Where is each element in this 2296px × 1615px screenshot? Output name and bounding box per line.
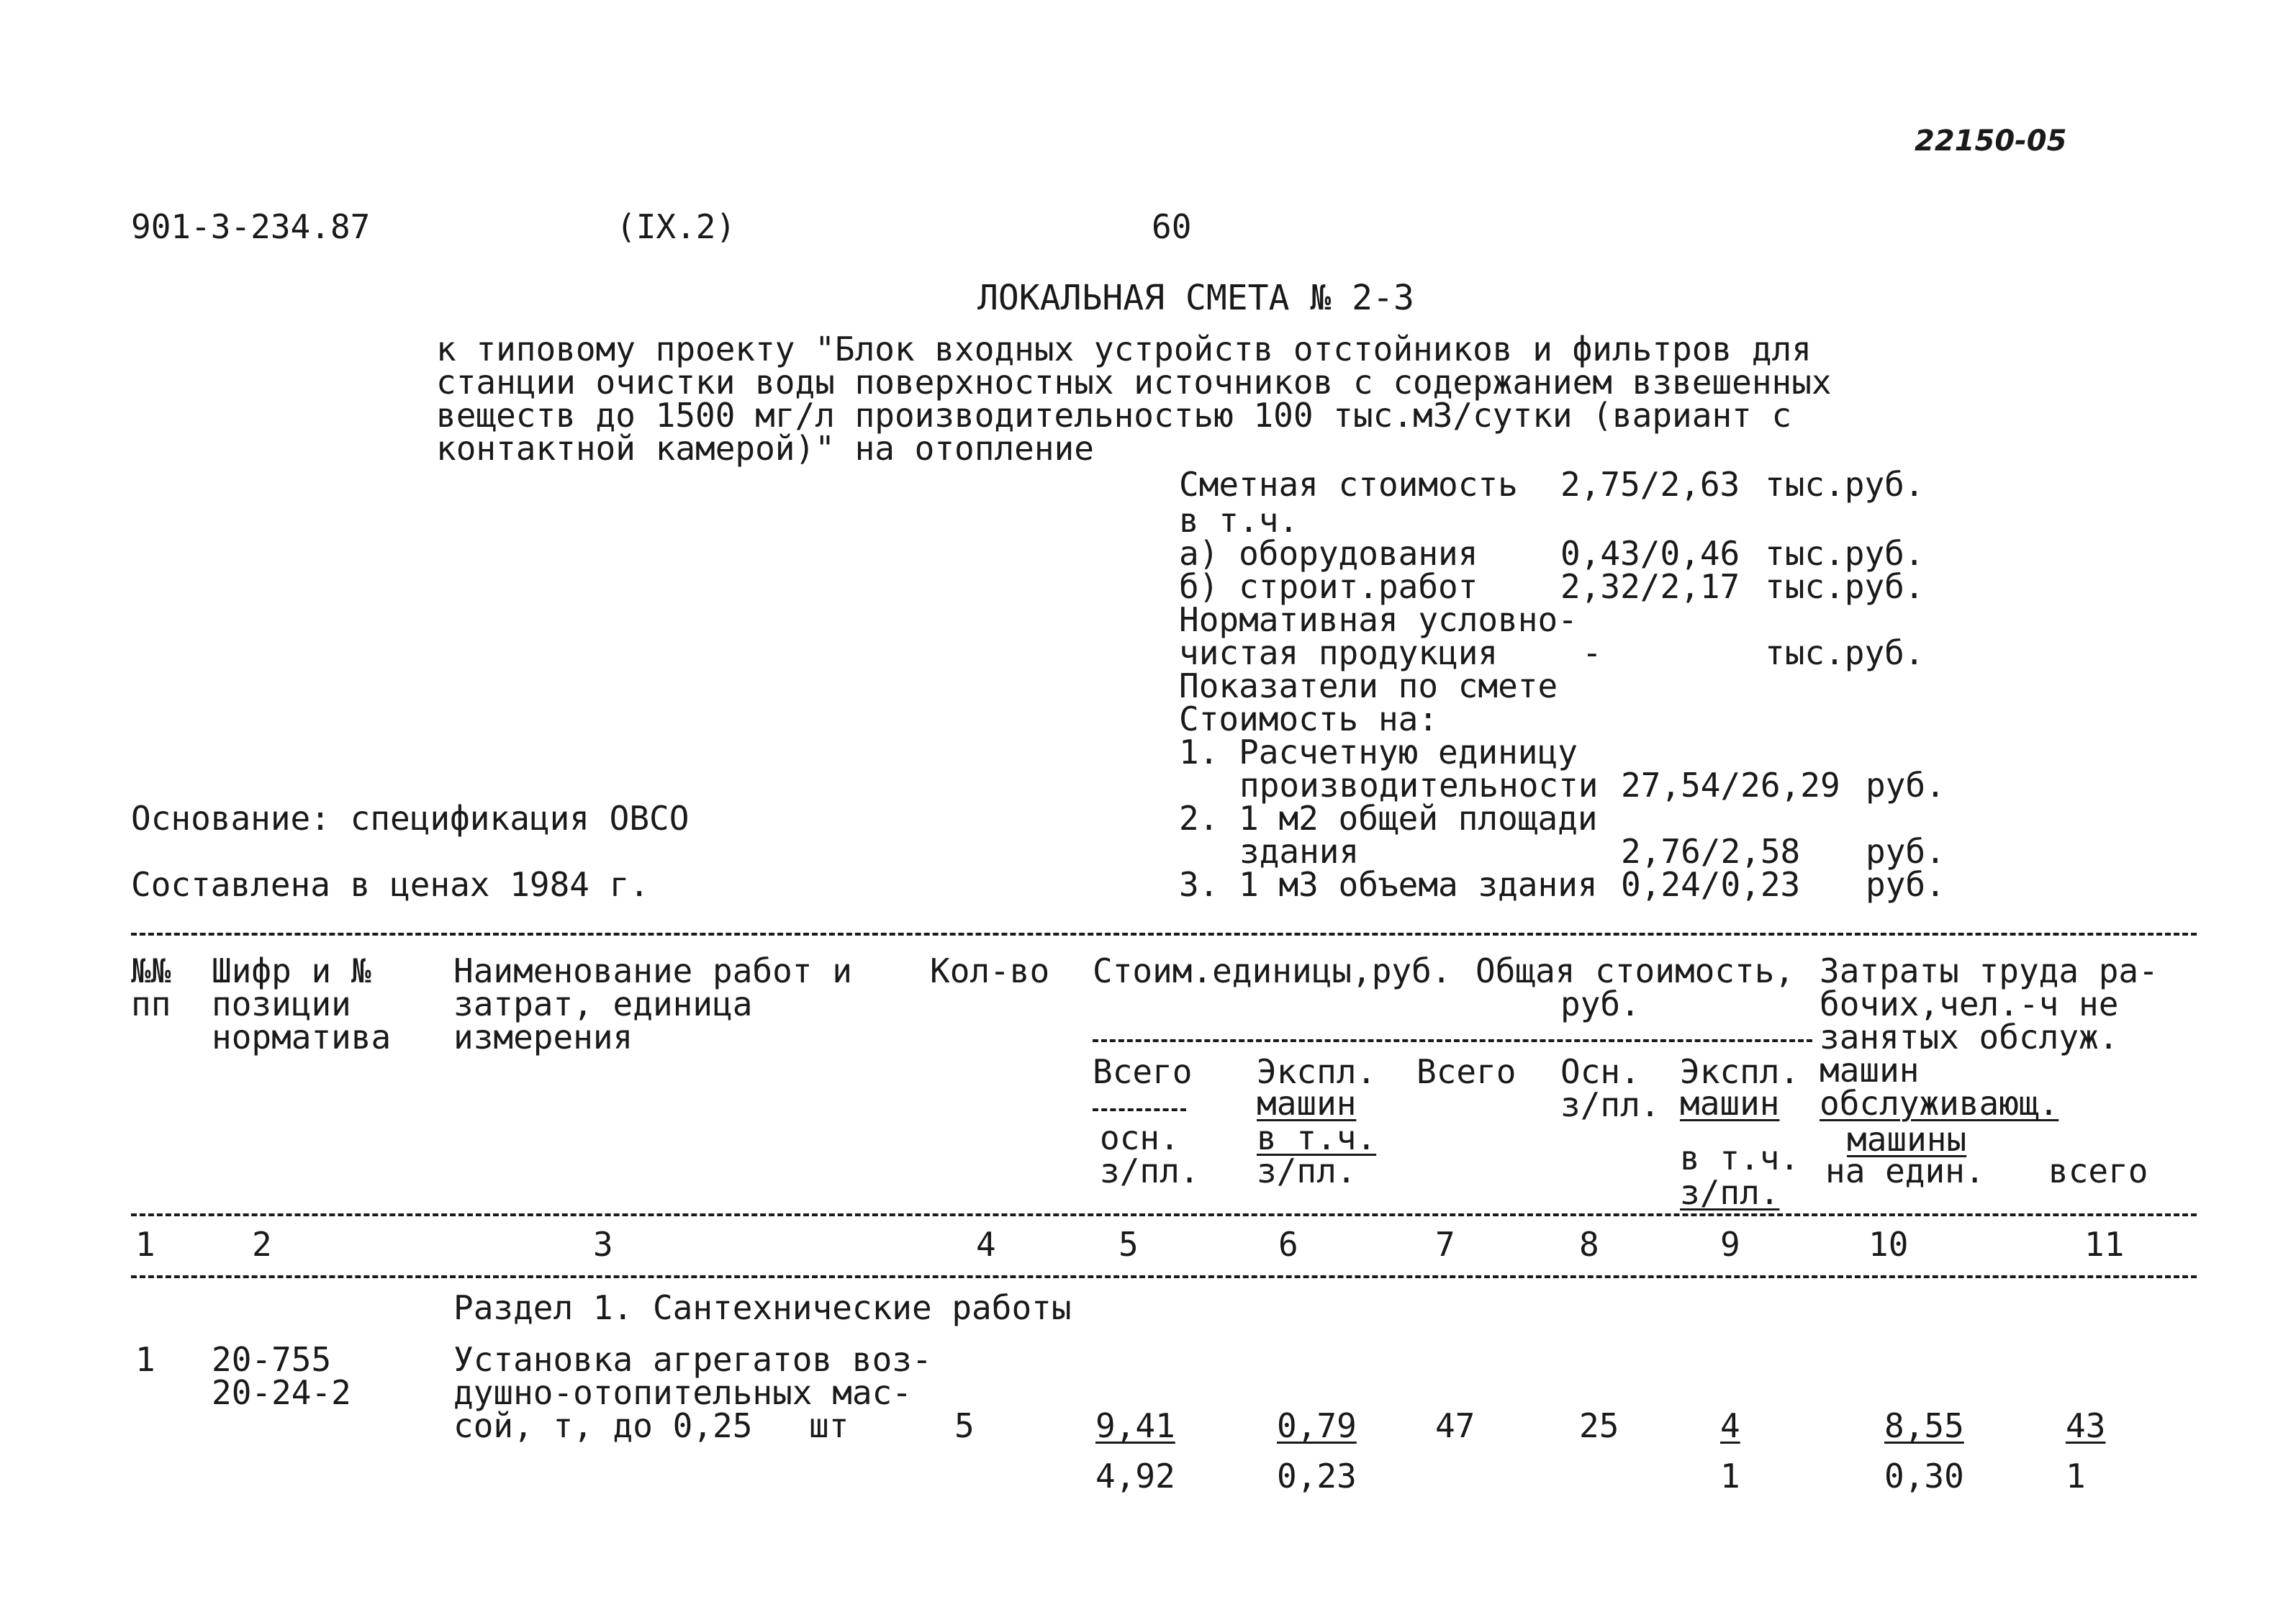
- equipment-label: а) оборудования: [1179, 534, 1478, 573]
- header-col8: Осн.: [1560, 1052, 1640, 1091]
- column-number: 10: [1868, 1225, 1909, 1264]
- header-name: измерения: [453, 1018, 633, 1057]
- header-quantity: Кол-во: [930, 951, 1050, 990]
- column-number: 1: [135, 1225, 155, 1264]
- estimated-cost-value: 2,75/2,63: [1560, 465, 1740, 504]
- header-col6: в т.ч.: [1257, 1118, 1377, 1157]
- construction-value: 2,32/2,17: [1560, 567, 1740, 606]
- page-number: 60: [1152, 207, 1192, 246]
- row-col10-top: 8,55: [1884, 1406, 1964, 1445]
- header-total-cost: Общая стоимость,: [1475, 951, 1795, 990]
- column-number: 7: [1435, 1225, 1455, 1264]
- normative-unit: тыс.руб.: [1765, 633, 1925, 672]
- indicator-3-label: 3. 1 м3 объема здания: [1179, 865, 1598, 904]
- header-col9: з/пл.: [1680, 1173, 1780, 1212]
- column-number: 2: [252, 1225, 272, 1264]
- column-number: 6: [1278, 1225, 1298, 1264]
- indicator-2-value: 2,76/2,58: [1621, 832, 1801, 871]
- header-col8: з/пл.: [1560, 1085, 1660, 1124]
- header-col6: Экспл.: [1257, 1052, 1377, 1091]
- table-top-rule: [131, 933, 2197, 936]
- header-col9: машин: [1680, 1084, 1780, 1123]
- header-code: позиции: [212, 985, 351, 1023]
- header-col9: в т.ч.: [1680, 1139, 1800, 1177]
- header-col7: Всего: [1416, 1052, 1517, 1091]
- row-col9-bottom: 1: [1720, 1457, 1740, 1496]
- row-col11-top: 43: [2066, 1406, 2106, 1445]
- row-name: душно-отопительных мас-: [453, 1373, 912, 1412]
- row-code: 20-755: [212, 1340, 332, 1379]
- equipment-value: 0,43/0,46: [1560, 534, 1740, 573]
- column-number: 8: [1579, 1225, 1599, 1264]
- row-col9-top: 4: [1720, 1406, 1740, 1445]
- header-labor: машин: [1820, 1051, 1920, 1090]
- indicator-3-value: 0,24/0,23: [1621, 865, 1801, 904]
- header-labor: Затраты труда ра-: [1820, 951, 2159, 990]
- row-name: Установка агрегатов воз-: [453, 1340, 932, 1379]
- project-code: 901-3-234.87: [131, 207, 371, 246]
- header-col5-rule: [1093, 1108, 1186, 1111]
- subtitle-line: веществ до 1500 мг/л производительностью 100 тыс.м3/сутки (вариант с: [436, 396, 1792, 435]
- subtitle-line: контактной камерой)" на отопление: [436, 429, 1094, 468]
- header-total-cost: руб.: [1560, 985, 1640, 1023]
- header-bottom-rule: [131, 1213, 2197, 1216]
- indicator-2-label: 2. 1 м2 общей площади: [1179, 799, 1598, 838]
- section-title: Раздел 1. Сантехнические работы: [453, 1288, 1072, 1327]
- column-number: 5: [1118, 1225, 1139, 1264]
- indicator-2-unit: руб.: [1866, 832, 1945, 871]
- indicator-1-label: производительности: [1239, 766, 1599, 805]
- header-col5: з/пл.: [1100, 1152, 1200, 1190]
- header-code: Шифр и №: [212, 951, 371, 990]
- row-col10-bottom: 0,30: [1884, 1457, 1964, 1496]
- header-col6: машин: [1257, 1084, 1357, 1123]
- indicator-1-label: 1. Расчетную единицу: [1179, 733, 1578, 772]
- row-col5-top: 9,41: [1095, 1406, 1175, 1445]
- row-col6-top: 0,79: [1277, 1406, 1357, 1445]
- basis-note: Основание: спецификация ОВСО: [131, 799, 690, 838]
- row-name: сой, т, до 0,25: [453, 1406, 753, 1445]
- equipment-unit: тыс.руб.: [1765, 534, 1925, 573]
- column-number: 3: [593, 1225, 613, 1264]
- column-number: 4: [976, 1225, 996, 1264]
- normative-label: чистая продукция: [1179, 633, 1499, 672]
- column-number: 11: [2084, 1225, 2125, 1264]
- header-col11: всего: [2048, 1152, 2148, 1190]
- document-title: ЛОКАЛЬНАЯ СМЕТА № 2-3: [977, 278, 1414, 318]
- row-code: 20-24-2: [212, 1373, 351, 1412]
- header-labor: занятых обслуж.: [1820, 1018, 2119, 1057]
- construction-unit: тыс.руб.: [1765, 567, 1925, 606]
- indicator-1-unit: руб.: [1866, 766, 1945, 805]
- header-col9: Экспл.: [1680, 1052, 1800, 1091]
- row-col11-bottom: 1: [2066, 1457, 2086, 1496]
- row-col7: 47: [1435, 1406, 1475, 1445]
- header-number: №№: [131, 951, 171, 990]
- including-label: в т.ч.: [1179, 501, 1299, 540]
- header-col10: на един.: [1825, 1152, 1985, 1190]
- column-number: 9: [1720, 1225, 1740, 1264]
- construction-label: б) строит.работ: [1179, 567, 1478, 606]
- row-col6-bottom: 0,23: [1277, 1457, 1357, 1496]
- indicator-1-value: 27,54/26,29: [1621, 766, 1840, 805]
- handwritten-reference: 22150-05: [1915, 125, 2067, 158]
- indicator-2-label: здания: [1239, 832, 1360, 871]
- row-unit: шт: [809, 1406, 849, 1445]
- indicators-label: Показатели по смете: [1179, 666, 1558, 705]
- header-name: затрат, единица: [453, 985, 753, 1023]
- normative-label: Нормативная условно-: [1179, 600, 1578, 639]
- cost-for-label: Стоимость на:: [1179, 700, 1439, 738]
- estimated-cost-unit: тыс.руб.: [1765, 465, 1925, 504]
- header-unit-cost: Стоим.единицы,руб.: [1093, 951, 1452, 990]
- row-col8: 25: [1579, 1406, 1619, 1445]
- row-number: 1: [135, 1340, 155, 1379]
- estimated-cost-label: Сметная стоимость: [1179, 465, 1518, 504]
- header-col5: Всего: [1093, 1052, 1193, 1091]
- header-name: Наименование работ и: [453, 951, 852, 990]
- row-col5-bottom: 4,92: [1095, 1457, 1175, 1496]
- row-quantity: 5: [954, 1406, 975, 1445]
- header-labor: машины: [1847, 1120, 1967, 1159]
- header-labor: обслуживающ.: [1820, 1084, 2059, 1123]
- header-group-rule: [1093, 1039, 1812, 1042]
- header-number: пп: [131, 985, 171, 1023]
- header-labor: бочих,чел.-ч не: [1820, 985, 2119, 1023]
- section-code: (IX.2): [616, 207, 736, 246]
- header-col5: осн.: [1100, 1118, 1180, 1157]
- header-col6: з/пл.: [1257, 1152, 1357, 1190]
- prices-note: Составлена в ценах 1984 г.: [131, 865, 650, 904]
- indicator-3-unit: руб.: [1866, 865, 1945, 904]
- subtitle-line: к типовому проекту "Блок входных устройств отстойников и фильтров для: [436, 330, 1812, 368]
- subtitle-line: станции очистки воды поверхностных источников с содержанием взвешенных: [436, 363, 1832, 402]
- header-code: норматива: [212, 1018, 392, 1057]
- column-numbers-rule: [131, 1275, 2197, 1278]
- normative-value: -: [1582, 633, 1602, 672]
